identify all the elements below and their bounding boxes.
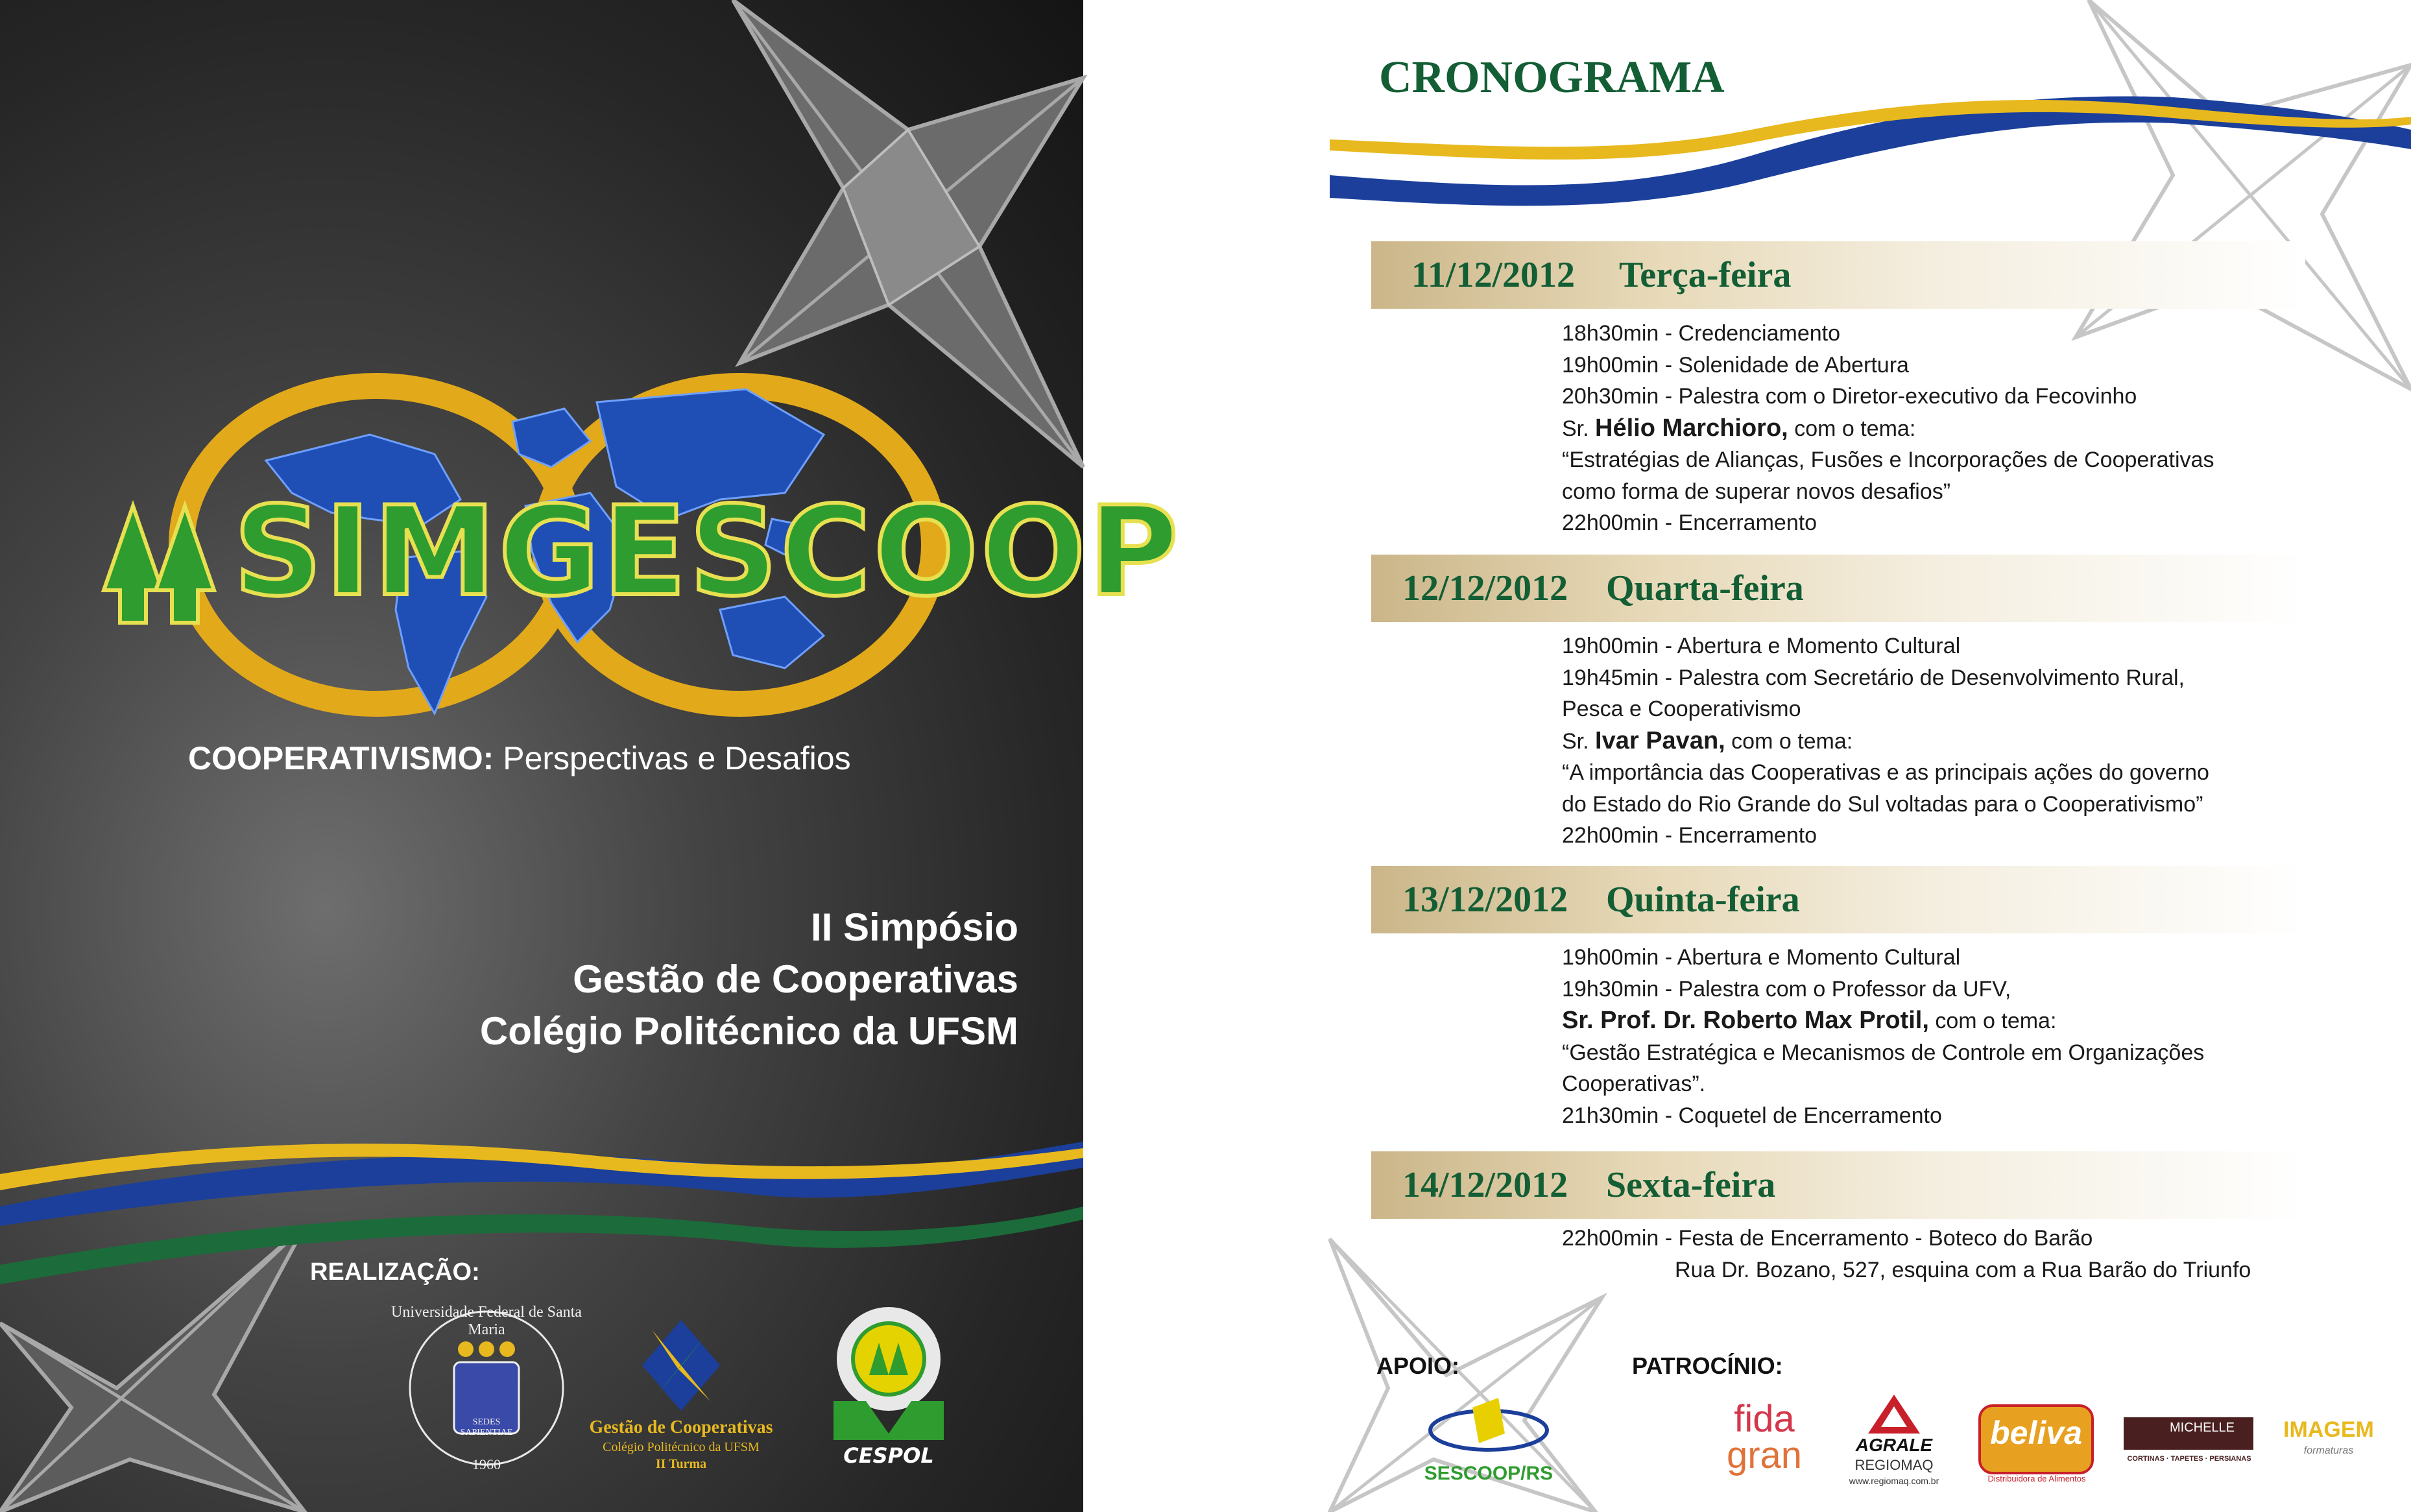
michelle-sub: CORTINAS · TAPETES · PERSIANAS: [2127, 1455, 2251, 1463]
subtitle-bold: COOPERATIVISMO:: [188, 740, 494, 776]
schedule-line: 22h00min - Festa de Encerramento - Boteco do Barão: [1562, 1226, 2093, 1251]
day-weekday: Quinta-feira: [1606, 880, 1800, 920]
subtitle-rest: Perspectivas e Desafios: [494, 740, 851, 776]
event-line-1: II Simpósio: [810, 906, 1018, 949]
schedule-line: do Estado do Rio Grande do Sul voltadas para o Cooperativismo”: [1562, 791, 2203, 817]
schedule-line: 22h00min - Encerramento: [1562, 823, 1817, 848]
fidagran-top: fida: [1734, 1398, 1795, 1440]
event-subtitle: [188, 739, 851, 777]
gestao-logo-title: Gestão de Cooperativas: [589, 1417, 773, 1437]
day-4-schedule: [1562, 1223, 2251, 1286]
speaker-name: Ivar Pavan,: [1595, 726, 1725, 754]
sescoop-logo: [1427, 1395, 1550, 1466]
schedule-line: 19h30min - Palestra com o Professor da UFV,: [1562, 976, 2011, 1002]
day-2-schedule: [1562, 630, 2209, 852]
event-line-2: Gestão de Cooperativas: [573, 957, 1018, 1001]
michelle-label: MICHELLE: [2169, 1421, 2235, 1435]
imagem-label: IMAGEM: [2283, 1417, 2374, 1442]
apoio-label: APOIO:: [1376, 1352, 1460, 1379]
day-date: 13/12/2012: [1402, 880, 1568, 920]
header-wave-stripes: [1330, 78, 2411, 208]
regiomaq-label: REGIOMAQ: [1854, 1457, 1934, 1473]
schedule-title: CRONOGRAMA: [1379, 53, 1725, 102]
gestao-logo-sub: Colégio Politécnico da UFSM: [603, 1440, 760, 1454]
day-3-schedule: [1562, 942, 2204, 1131]
schedule-line: Rua Dr. Bozano, 527, esquina com a Rua Barão do Triunfo: [1675, 1257, 2251, 1282]
beliva-label: beliva: [1990, 1415, 2082, 1451]
speaker-name: Hélio Marchioro,: [1595, 414, 1788, 442]
ufsm-year: 1960: [472, 1456, 501, 1472]
schedule-line: Pesca e Cooperativismo: [1562, 697, 1801, 721]
imagem-sub: formaturas: [2303, 1445, 2354, 1456]
day-1-schedule: [1562, 318, 2214, 539]
day-weekday: Sexta-feira: [1606, 1165, 1776, 1205]
schedule-line: 18h30min - Credenciamento: [1562, 321, 1841, 346]
speaker-line: Sr. Ivar Pavan, com o tema:: [1562, 726, 1853, 754]
day-date: 11/12/2012: [1411, 255, 1576, 295]
agrale-logo-mark: [1868, 1395, 1920, 1434]
schedule-line: Cooperativas”.: [1562, 1072, 1706, 1096]
day-date: 12/12/2012: [1402, 568, 1568, 608]
schedule-line: 21h30min - Coquetel de Encerramento: [1562, 1103, 1942, 1128]
agrale-label: AGRALE: [1855, 1435, 1933, 1455]
schedule-line: 20h30min - Palestra com o Diretor-executivo da Fecovinho: [1562, 384, 2137, 409]
schedule-line: 19h00min - Solenidade de Abertura: [1562, 352, 1909, 378]
day-weekday: Quarta-feira: [1606, 568, 1804, 608]
gestao-cooperativas-logo: [639, 1317, 723, 1414]
day-header-2: [1371, 555, 2305, 622]
speaker-line: Sr. Prof. Dr. Roberto Max Protil, com o tema:: [1562, 1007, 2057, 1034]
patrocinio-label: PATROCÍNIO:: [1632, 1352, 1783, 1379]
schedule-line: 19h00min - Abertura e Momento Cultural: [1562, 945, 1961, 970]
schedule-line: “A importância das Cooperativas e as principais ações do governo: [1562, 760, 2209, 785]
event-line-3: Colégio Politécnico da UFSM: [479, 1009, 1018, 1053]
fidagran-bottom: gran: [1726, 1434, 1803, 1476]
gestao-logo-turma: II Turma: [655, 1457, 707, 1471]
schedule-line: 19h45min - Palestra com Secretário de Desenvolvimento Rural,: [1562, 665, 2185, 690]
ufsm-seal-text: Universidade Federal de Santa Maria: [391, 1304, 582, 1338]
fidagran-logo: [1719, 1398, 1810, 1476]
schedule-line: 19h00min - Abertura e Momento Cultural: [1562, 634, 1961, 658]
beliva-sub: Distribuidora de Alimentos: [1987, 1474, 2086, 1483]
regiomaq-url: www.regiomaq.com.br: [1849, 1476, 1939, 1486]
day-header-1: [1371, 241, 2305, 309]
realizacao-label: REALIZAÇÃO:: [310, 1258, 480, 1286]
sescoop-label: SESCOOP/RS: [1424, 1463, 1553, 1484]
schedule-panel: [1330, 0, 2411, 1512]
speaker-name: Sr. Prof. Dr. Roberto Max Protil,: [1562, 1007, 1929, 1034]
cespol-logo: [827, 1304, 950, 1459]
schedule-line: como forma de superar novos desafios”: [1562, 479, 1951, 504]
simgescoop-logo-text: SIMGESCOOP: [234, 480, 1181, 623]
day-weekday: Terça-feira: [1619, 255, 1792, 295]
schedule-line: 22h00min - Encerramento: [1562, 510, 1817, 535]
cover-panel: [0, 0, 1181, 1512]
day-header-3: [1371, 866, 2305, 933]
day-date: 14/12/2012: [1402, 1165, 1568, 1205]
schedule-line: “Gestão Estratégica e Mecanismos de Controle em Organizações: [1562, 1040, 2205, 1065]
day-header-4: [1371, 1151, 2305, 1219]
speaker-line: Sr. Hélio Marchioro, com o tema:: [1562, 414, 1916, 442]
ufsm-motto: SEDES SAPIENTIAE: [460, 1417, 513, 1437]
cespol-label: CESPOL: [843, 1443, 934, 1468]
wave-stripes: [0, 1129, 1083, 1297]
schedule-line: “Estratégias de Alianças, Fusões e Incorporações de Cooperativas: [1562, 448, 2214, 472]
